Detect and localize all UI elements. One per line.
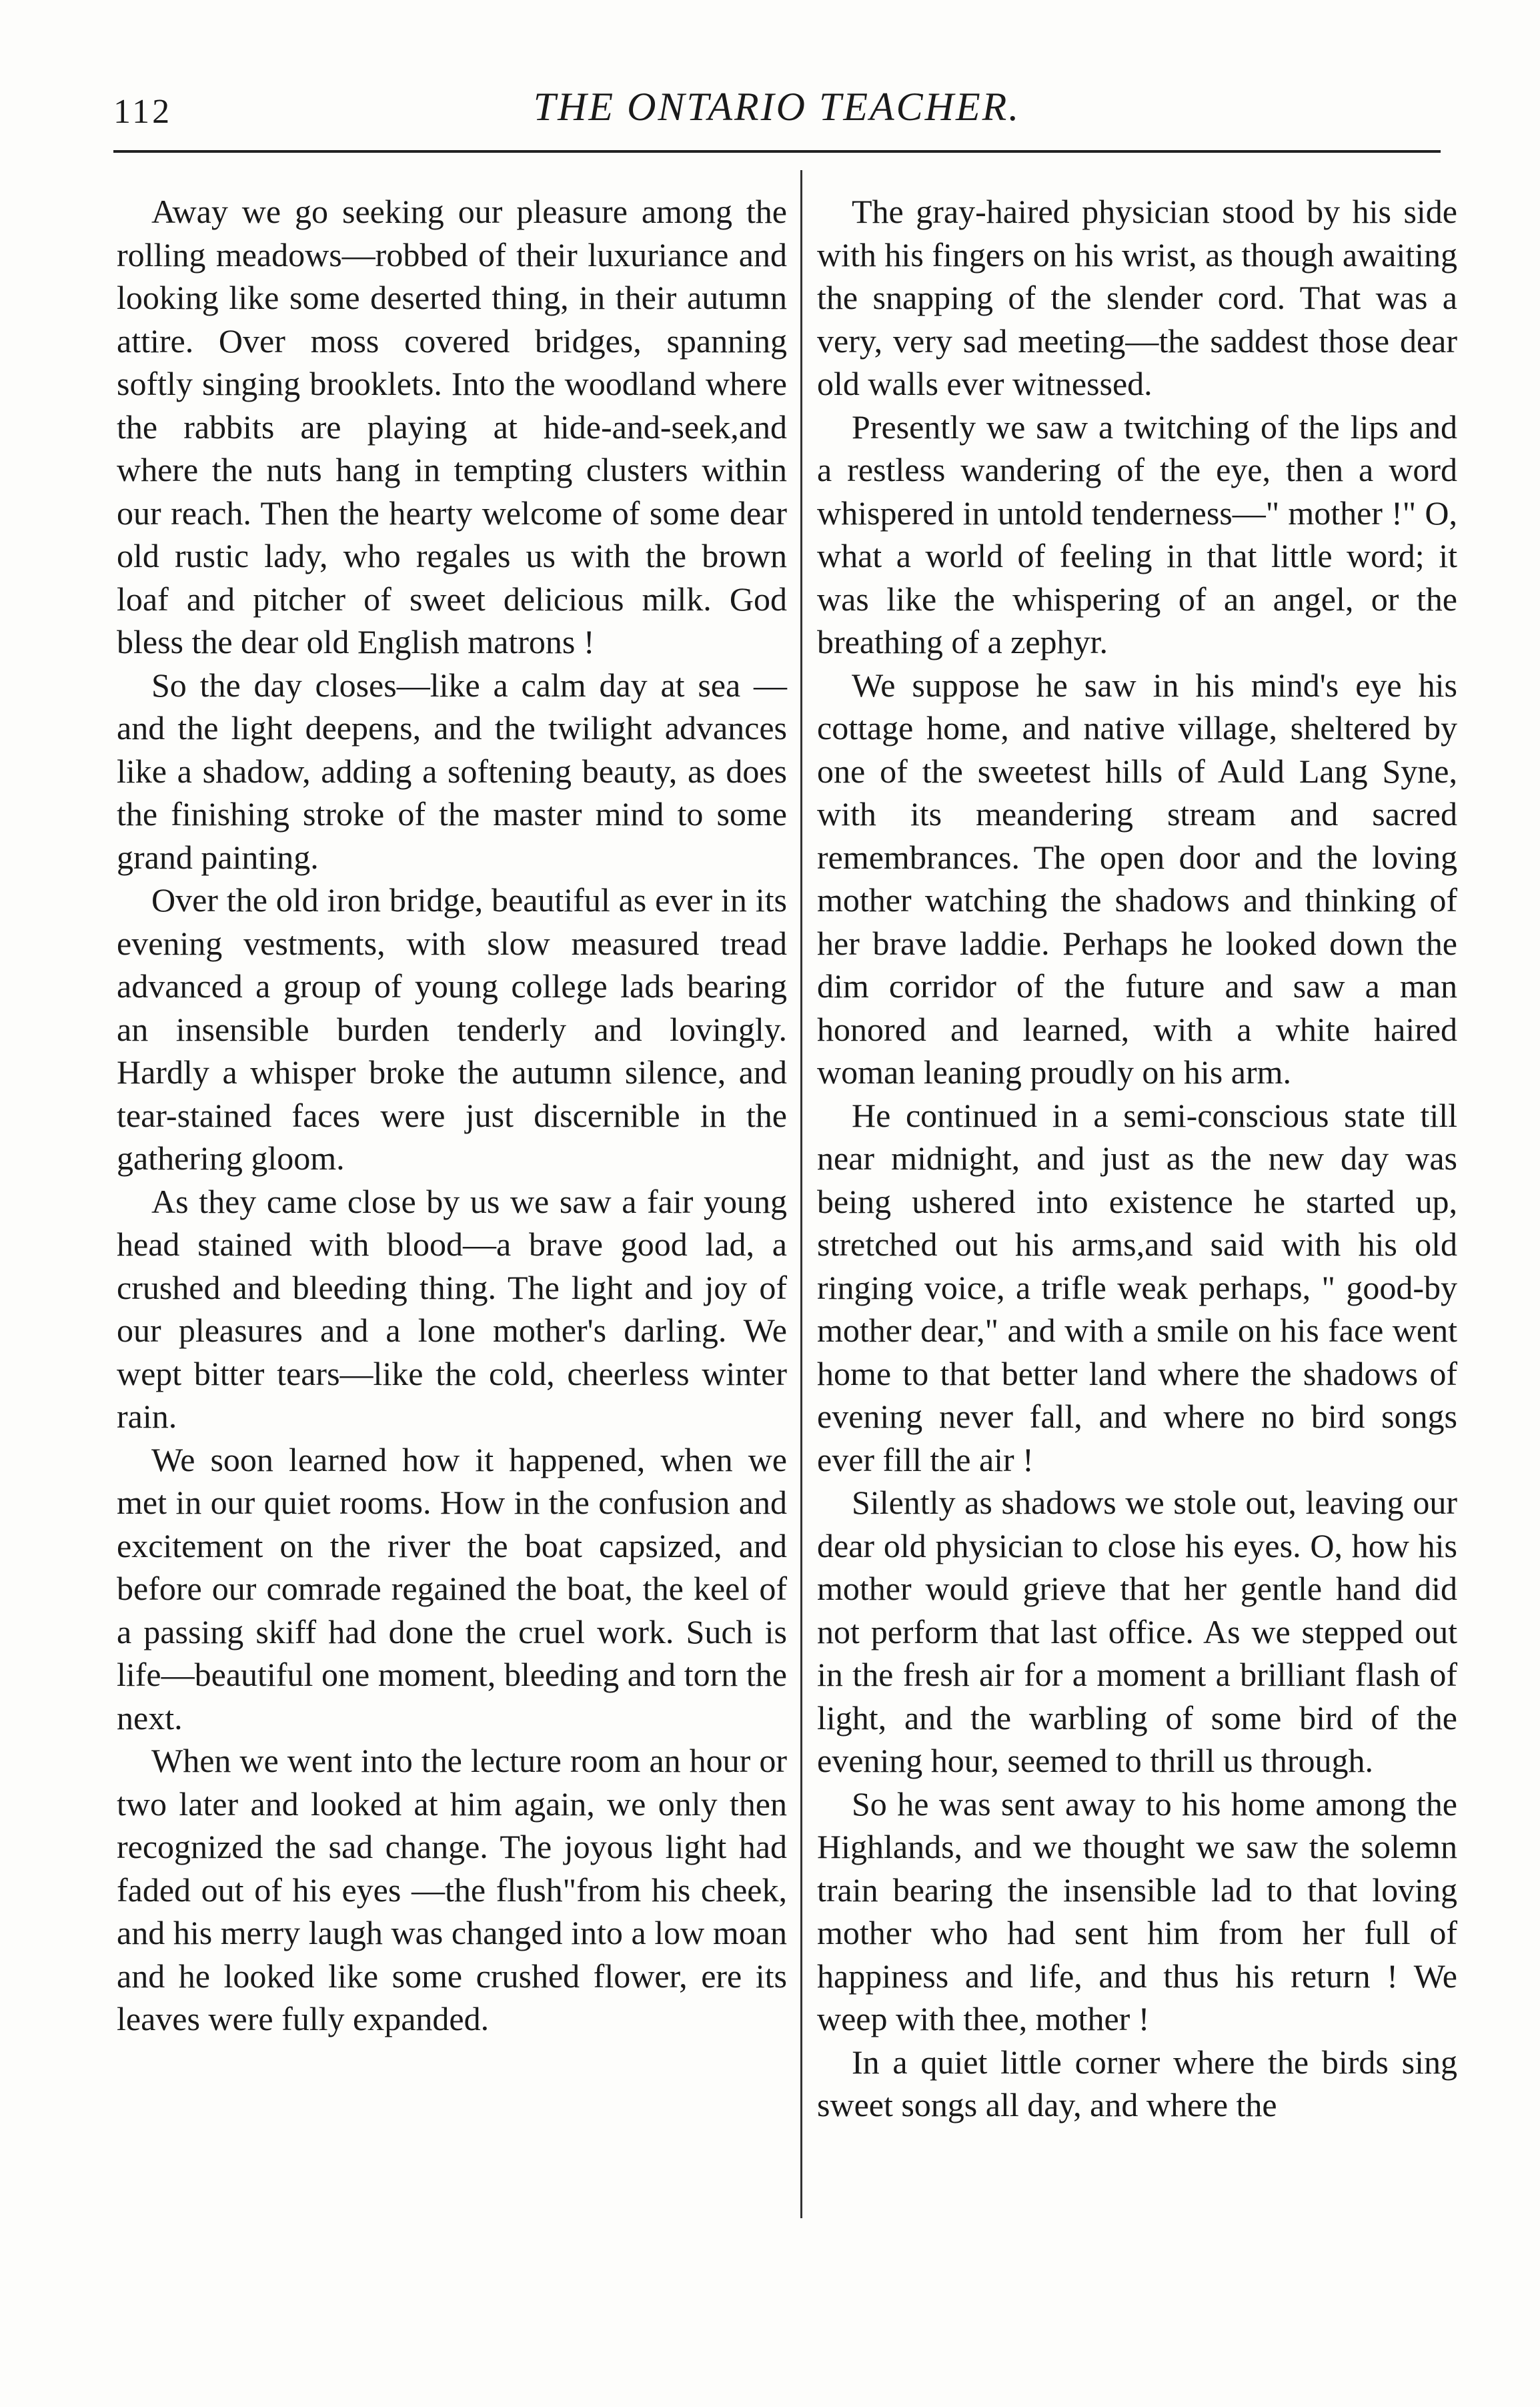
header-rule [113,150,1441,153]
paragraph: So he was sent away to his home among the Highlands, and we thought we saw the solemn train bearing the insensible lad to that loving mother who had sent him from her full of happiness and life, and thus his return ! We weep with thee, mother ! [817,1785,1457,2037]
paragraph: Away we go seeking our pleasure among the rolling meadows—robbed of their luxuriance and looking like some deserted thing, in their autumn attire. Over moss covered bridges, spanning softly singing brooklets. Into the woodland where the rabbits are playing at hide-and-seek,and where the nuts hang in tempting clusters within our reach. Then the hearty welcome of some dear old rustic lady, who regales us with the brown loaf and pitcher of sweet delicious milk. God bless the dear old English matrons ! [117,193,787,660]
page-header [113,79,1441,152]
paragraph: He continued in a semi-conscious state till near midnight, and just as the new day was being ushered into existence he started up, stretched out his arms,and said with his old ringing voice, a trifle weak perhaps, " good-by mother dear," and with a smile on his face went home to that better land where the shadows of evening never fall, and where no bird songs ever fill the air ! [817,1096,1457,1478]
paragraph: When we went into the lecture room an hour or two later and looked at him again, we only then recognized the sad change. The joyous light had faded out of his eyes —the flush"from his cheek, and his merry laugh was changed into a low moan and he looked like some crushed flower, ere its leaves were fully expanded. [117,1742,787,2037]
page-number: 112 [113,93,173,131]
paragraph: So the day closes—like a calm day at sea —and the light deepens, and the twilight advances like a shadow, adding a softening beauty, as does the finishing stroke of the master mind to some grand painting. [117,666,787,876]
paragraph: We suppose he saw in his mind's eye his cottage home, and native village, sheltered by one of the sweetest hills of Auld Lang Syne, with its meandering stream and sacred remembrances. The open door and the loving mother watching the shadows and thinking of her brave laddie. Perhaps he looked down the dim corridor of the future and saw a man honored and learned, with a white haired woman leaning proudly on his arm. [817,666,1457,1091]
right-column [817,190,1457,2127]
left-column [117,190,787,2041]
paragraph: Presently we saw a twitching of the lips and a restless wandering of the eye, then a word whispered in untold tenderness—" mother !" O, what a world of feeling in that little word; it was like the whispering of an angel, or the breathing of a zephyr. [817,408,1457,660]
paragraph: Over the old iron bridge, beautiful as ever in its evening vestments, with slow measured tread advanced a group of young college lads bearing an insensible burden tenderly and lovingly. Hardly a whisper broke the autumn silence, and tear-stained faces were just discernible in the gathering gloom. [117,881,787,1177]
paragraph: As they came close by us we saw a fair young head stained with blood—a brave good lad, a crushed and bleeding thing. The light and joy of our pleasures and a lone mother's darling. We wept bitter tears—like the cold, cheerless winter rain. [117,1182,787,1435]
paragraph: The gray-haired physician stood by his side with his fingers on his wrist, as though awaiting the snapping of the slender cord. That was a very, very sad meeting—the saddest those dear old walls ever witnessed. [817,193,1457,402]
running-title: THE ONTARIO TEACHER. [533,85,1021,129]
column-divider [800,170,802,2218]
paragraph: We soon learned how it happened, when we met in our quiet rooms. How in the confusion and excitement on the river the boat capsized, and before our comrade regained the boat, the keel of a passing skiff had done the cruel work. Such is life—beautiful one moment, bleeding and torn the next. [117,1440,787,1737]
paragraph: In a quiet little corner where the birds sing sweet songs all day, and where the [817,2043,1457,2123]
paragraph: Silently as shadows we stole out, leaving our dear old physician to close his eyes. O, how his mother would grieve that her gentle hand did not perform that last office. As we stepped out in the fresh air for a moment a brilliant flash of light, and the warbling of some bird of the evening hour, seemed to thrill us through. [817,1484,1457,1779]
